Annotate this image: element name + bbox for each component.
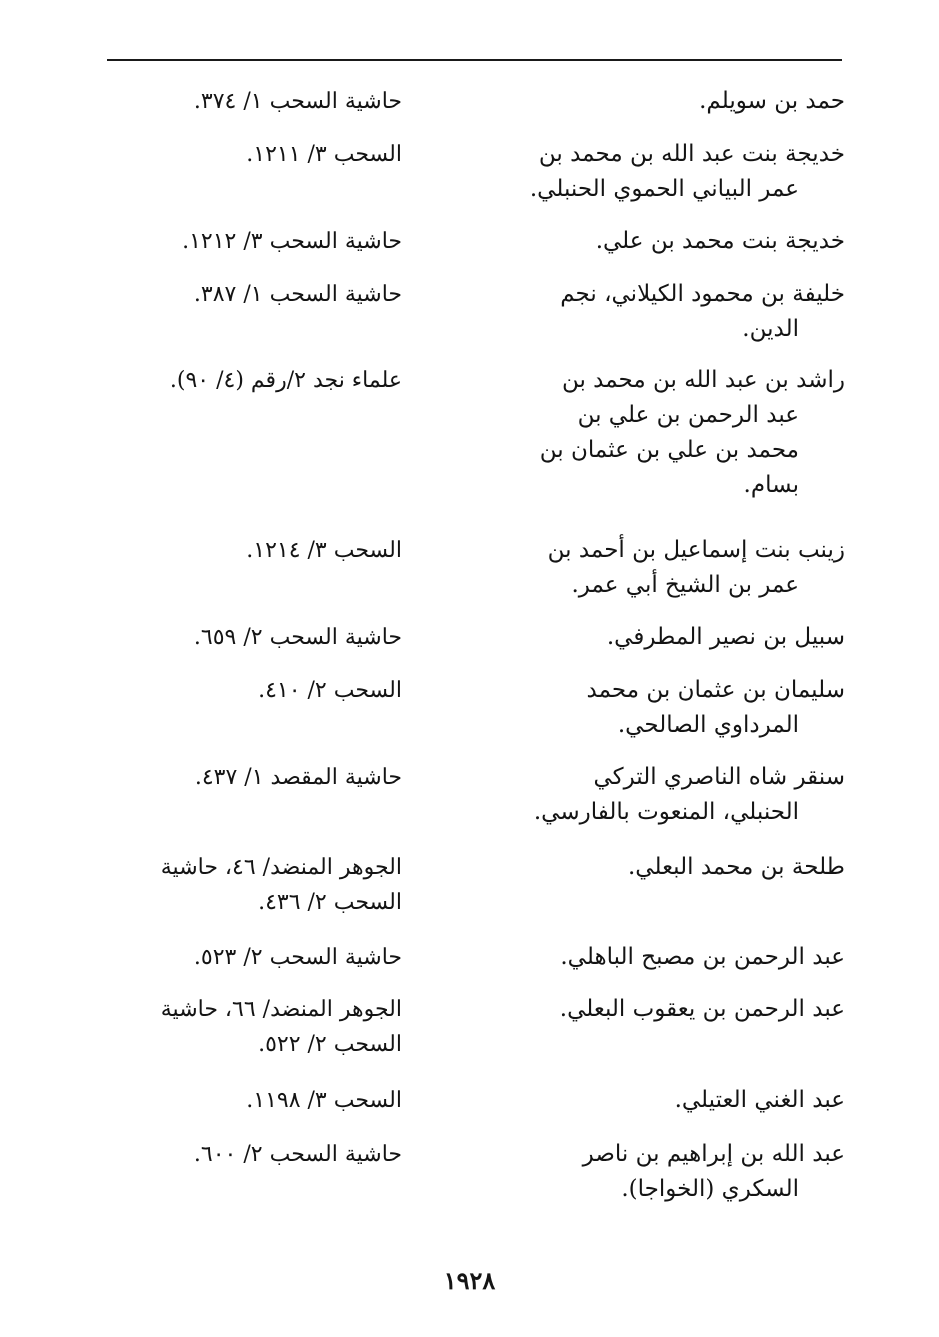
entry-name-line: سنقر شاه الناصري التركي (593, 764, 845, 790)
entry-name-line: خديجة بنت عبد الله بن محمد بن (538, 141, 845, 167)
entry-name (520, 992, 845, 1027)
entry-source (106, 84, 402, 119)
entry-name-line: الحنبلي، المنعوت بالفارسي. (533, 799, 799, 825)
entry-source-line: حاشية السحب ١/ ٣٨٧. (193, 282, 402, 307)
entry-source (106, 992, 402, 1062)
entry-name-line: الدين. (742, 316, 799, 342)
entry-name-line: عبد الرحمن بن مصبح الباهلي. (560, 944, 845, 970)
entry-source-line: السحب ٣/ ١٢١١. (246, 142, 402, 167)
entry-source-line: حاشية السحب ٢/ ٦٠٠. (193, 1142, 402, 1167)
entry-source (106, 850, 402, 920)
entry-name-line: عبد الغني العتيلي. (674, 1087, 845, 1113)
entry-source-line: حاشية السحب ٢/ ٦٥٩. (193, 625, 402, 650)
entry-source (106, 940, 402, 975)
entry-name (520, 620, 845, 655)
entry-source (106, 533, 402, 568)
entry-source (106, 363, 402, 398)
entry-name (520, 850, 845, 885)
entry-name-line: بسام. (743, 472, 799, 498)
entry-source-line: حاشية المقصد ١/ ٤٣٧. (194, 765, 402, 790)
entry-name-line: راشد بن عبد الله بن محمد بن (561, 367, 845, 393)
entry-name (520, 533, 845, 603)
entry-source-line: السحب ٢/ ٤١٠. (258, 678, 402, 703)
entry-source (106, 1083, 402, 1118)
entry-name (520, 1137, 845, 1207)
page-number: ١٩٢٨ (443, 1266, 496, 1295)
entry-name-line: سبيل بن نصير المطرفي. (606, 624, 845, 650)
entry-name (520, 363, 845, 503)
entry-source (106, 277, 402, 312)
entry-source-line: حاشية السحب ٣/ ١٢١٢. (182, 229, 402, 254)
entry-name-line: عمر بن الشيخ أبي عمر. (571, 572, 799, 598)
entry-name-line: المرداوي الصالحي. (617, 712, 799, 738)
entry-name-line: عبد الله بن إبراهيم بن ناصر (582, 1141, 845, 1167)
entry-source (106, 620, 402, 655)
entry-name-line: محمد بن علي بن عثمان بن (539, 437, 799, 463)
entry-name (520, 137, 845, 207)
entry-source (106, 673, 402, 708)
entry-source (106, 760, 402, 795)
entry-source-line: حاشية السحب ١/ ٣٧٤. (193, 89, 402, 114)
entry-name-line: سليمان بن عثمان بن محمد (586, 677, 845, 703)
entry-source-line: السحب ٢/ ٤٣٦. (258, 890, 402, 915)
entry-name-line: عمر البياني الحموي الحنبلي. (529, 176, 799, 202)
entry-source-line: حاشية السحب ٢/ ٥٢٣. (193, 945, 402, 970)
entry-name-line: عبد الرحمن بن يعقوب البعلي. (559, 996, 845, 1022)
entry-name (520, 940, 845, 975)
entry-name (520, 224, 845, 259)
entry-source-line: السحب ٣/ ١٢١٤. (246, 538, 402, 563)
entry-source-line: علماء نجد ٢/رقم (٤/ ٩٠). (169, 368, 402, 393)
entry-name-line: خديجة بنت محمد بن علي. (595, 228, 845, 254)
entry-name-line: طلحة بن محمد البعلي. (627, 854, 845, 880)
entry-source-line: السحب ٣/ ١١٩٨. (246, 1088, 402, 1113)
entry-source (106, 1137, 402, 1172)
entry-name-line: حمد بن سويلم. (699, 88, 845, 114)
entry-name-line: عبد الرحمن بن علي بن (577, 402, 799, 428)
entry-source-line: الجوهر المنضد/ ٦٦، حاشية (160, 997, 402, 1022)
entry-name-line: خليفة بن محمود الكيلاني، نجم (560, 281, 845, 307)
entry-name (520, 277, 845, 347)
entry-name (520, 1083, 845, 1118)
entry-name (520, 673, 845, 743)
entry-name (520, 760, 845, 830)
entry-name-line: زينب بنت إسماعيل بن أحمد بن (547, 537, 845, 563)
entry-name-line: السكري (الخواجا). (621, 1176, 799, 1202)
entry-source-line: السحب ٢/ ٥٢٢. (258, 1032, 402, 1057)
entry-source-line: الجوهر المنضد/ ٤٦، حاشية (160, 855, 402, 880)
entry-source (106, 224, 402, 259)
entry-source (106, 137, 402, 172)
entry-name (520, 84, 845, 119)
top-rule (107, 59, 842, 61)
